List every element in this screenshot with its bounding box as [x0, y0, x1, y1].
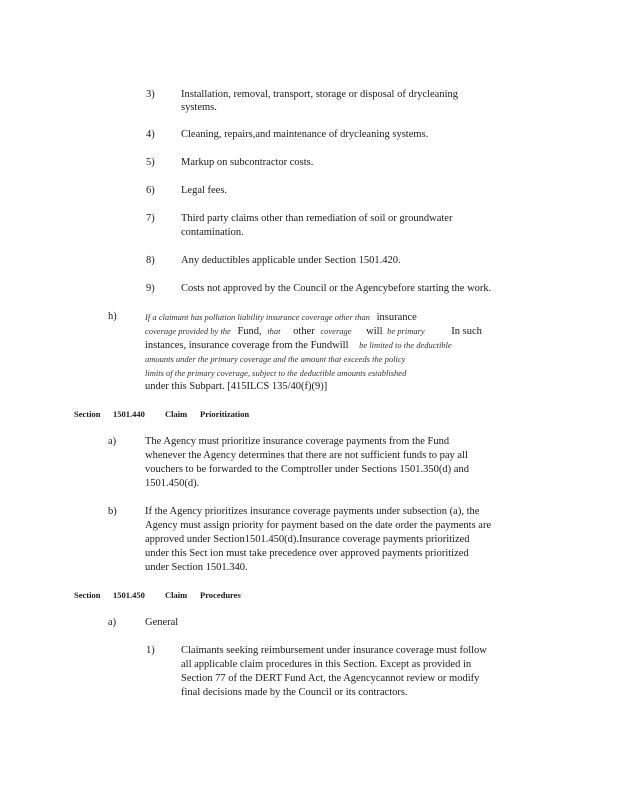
item-number: h)	[108, 311, 117, 322]
italic-text: be limited to the deductible	[359, 340, 452, 350]
paragraph-line: vouchers to be forwarded to the Comptroller under Sections 1501.350(d) and	[145, 464, 469, 475]
paragraph-line: Section 77 of the DERT Fund Act, the Agencycannot review or modify	[181, 673, 480, 684]
item-number: 8)	[146, 255, 155, 266]
item-text: Third party claims other than remediation of soil or groundwater	[181, 213, 453, 224]
subheading-general: General	[145, 617, 179, 628]
item-text: Any deductibles applicable under Section 1501.420.	[181, 255, 401, 266]
section-title-word: Claim	[165, 409, 188, 419]
plain-text: instances, insurance coverage from the Fundwill	[145, 340, 349, 351]
italic-text: coverage	[320, 326, 352, 336]
item-number: 3)	[146, 89, 155, 100]
item-text: Costs not approved by the Council or the Agencybefore starting the work.	[181, 283, 492, 294]
paragraph-line	[145, 324, 482, 339]
item-text: Cleaning, repairs,and maintenance of drycleaning systems.	[181, 129, 429, 140]
section-label: Section	[74, 590, 101, 600]
paragraph-line: under this Sect ion must take precedence over approved payments prioritized	[145, 548, 469, 559]
item-number: b)	[108, 506, 117, 517]
italic-text: coverage provided by the	[145, 326, 231, 336]
section-number: 1501.440	[113, 409, 145, 419]
item-text: Markup on subcontractor costs.	[181, 157, 314, 168]
item-text: Legal fees.	[181, 185, 228, 196]
italic-text: If a claimant has pollution liability insurance coverage other than	[145, 312, 370, 322]
paragraph-line	[145, 310, 417, 325]
item-text: systems.	[181, 102, 217, 113]
plain-text: Fund,	[237, 326, 262, 337]
section-title-word: Procedures	[200, 590, 241, 600]
item-number: 1)	[146, 645, 155, 656]
italic-text: be primary	[387, 326, 425, 336]
section-title-word: Claim	[165, 590, 188, 600]
paragraph-line: Agency must assign priority for payment based on the date order the payments are	[145, 520, 492, 531]
plain-text: In such	[451, 326, 482, 337]
paragraph-line: If the Agency prioritizes insurance coverage payments under subsection (a), the	[145, 506, 480, 517]
item-number: 4)	[146, 129, 155, 140]
section-number: 1501.450	[113, 590, 145, 600]
italic-text: limits of the primary coverage, subject to the deductible amounts established	[145, 368, 407, 378]
item-number: 9)	[146, 283, 155, 294]
item-number: a)	[108, 617, 117, 628]
paragraph-line: 1501.450(d).	[145, 478, 200, 489]
italic-text: that	[267, 326, 281, 336]
item-text: contamination.	[181, 227, 244, 238]
item-number: a)	[108, 436, 117, 447]
item-number: 7)	[146, 213, 155, 224]
item-number: 5)	[146, 157, 155, 168]
paragraph-line: final decisions made by the Council or its contractors.	[181, 687, 408, 698]
paragraph-line: whenever the Agency determines that there are not sufficient funds to pay all	[145, 450, 468, 461]
item-text: Installation, removal, transport, storage or disposal of drycleaning	[181, 89, 459, 100]
item-number: 6)	[146, 185, 155, 196]
paragraph-line: approved under Section1501.450(d).Insurance coverage payments prioritized	[145, 534, 470, 545]
paragraph-line: The Agency must prioritize insurance coverage payments from the Fund	[145, 436, 450, 447]
plain-text: other	[293, 326, 315, 337]
paragraph-line: all applicable claim procedures in this Section. Except as provided in	[181, 659, 472, 670]
italic-text: amounts under the primary coverage and the amount that exceeds the policy	[145, 354, 406, 364]
plain-text: will	[366, 326, 383, 337]
paragraph-line: under Section 1501.340.	[145, 562, 248, 573]
section-label: Section	[74, 409, 101, 419]
section-title-word: Prioritization	[200, 409, 250, 419]
paragraph-line: Claimants seeking reimbursement under insurance coverage must follow	[181, 645, 487, 656]
paragraph-line	[145, 338, 452, 353]
paragraph-line: under this Subpart. [415ILCS 135/40(f)(9)]	[145, 381, 328, 392]
plain-text: insurance	[376, 312, 417, 323]
